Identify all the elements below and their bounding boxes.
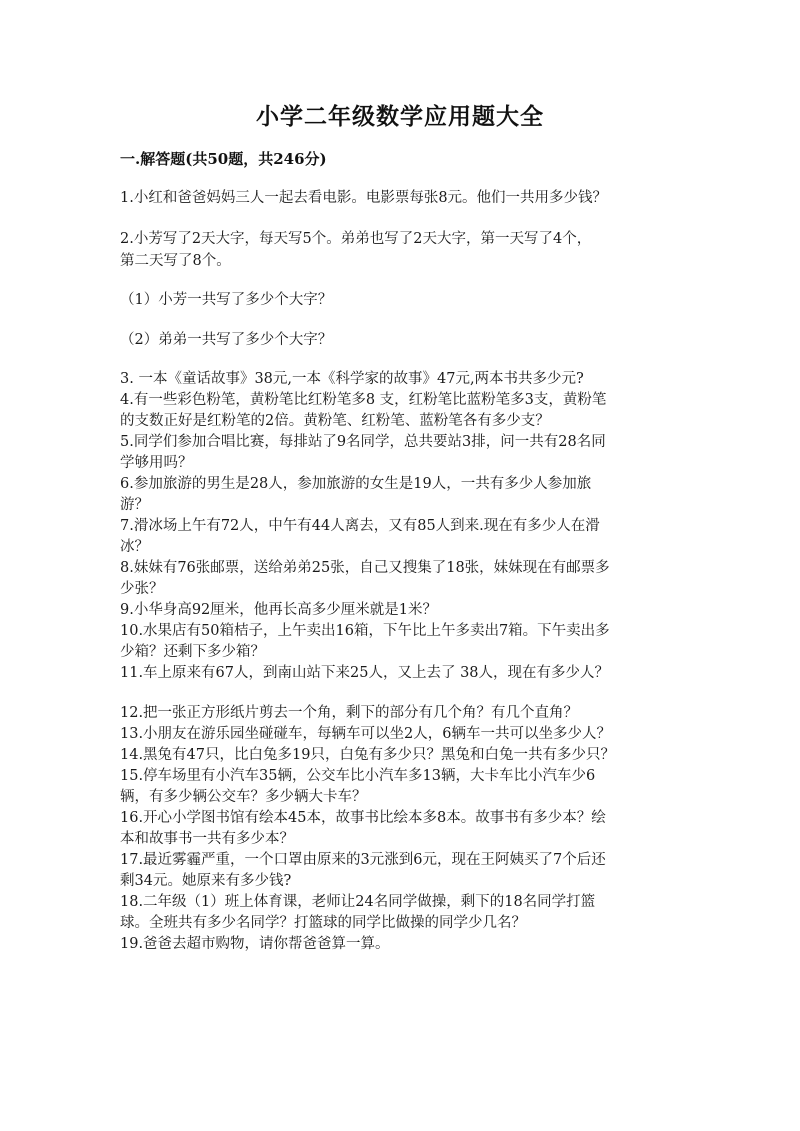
question-line: 9.小华身高92厘米，他再长高多少厘米就是1米？	[120, 602, 438, 618]
question-line: 16.开心小学图书馆有绘本45本，故事书比绘本多8本。故事书有多少本？绘	[120, 810, 606, 826]
question-line: 冰？	[120, 539, 149, 555]
question-line: 2.小芳写了2天大字，每天写5个。弟弟也写了2天大字，第一天写了4个，	[120, 231, 592, 247]
question-line: 8.妹妹有76张邮票，送给弟弟25张，自己又搜集了18张，妹妹现在有邮票多	[120, 560, 610, 576]
question-line: 的支数正好是红粉笔的2倍。黄粉笔、红粉笔、蓝粉笔各有多少支？	[120, 413, 550, 429]
question-line: 18.二年级（1）班上体育课，老师让24名同学做操，剩下的18名同学打篮	[120, 894, 596, 910]
question-line: 游？	[120, 497, 149, 513]
question-line: 10.水果店有50箱桔子，上午卖出16箱，下午比上午多卖出7箱。下午卖出多	[120, 623, 610, 639]
question-line: 第二天写了8个。	[120, 253, 231, 269]
question-line: 少箱？还剩下多少箱？	[120, 644, 265, 660]
question-line: 5.同学们参加合唱比赛，每排站了9名同学，总共要站3排，问一共有28名同	[120, 434, 606, 450]
question-line: 本和故事书一共有多少本？	[120, 831, 294, 847]
question-line: 17.最近雾霾严重，一个口罩由原来的3元涨到6元，现在王阿姨买了7个后还	[120, 852, 606, 868]
section-heading: 一.解答题(共50题，共246分)	[120, 150, 327, 168]
question-line: 学够用吗？	[120, 455, 193, 471]
question-line: 球。全班共有多少名同学？打篮球的同学比做操的同学少几名？	[120, 915, 526, 931]
question-line: 14.黑兔有47只，比白兔多19只，白兔有多少只？黑兔和白兔一共有多少只？	[120, 747, 615, 763]
question-line: 6.参加旅游的男生是28人，参加旅游的女生是19人，一共有多少人参加旅	[120, 476, 592, 492]
question-line: 12.把一张正方形纸片剪去一个角，剩下的部分有几个角？有几个直角？	[120, 705, 579, 721]
sub-question-line: （2）弟弟一共写了多少个大字？	[120, 332, 333, 348]
question-line: 15.停车场里有小汽车35辆，公交车比小汽车多13辆，大卡车比小汽车少6	[120, 768, 596, 784]
question-line: 3. 一本《童话故事》38元,一本《科学家的故事》47元,两本书共多少元?	[120, 371, 584, 387]
question-line: 4.有一些彩色粉笔，黄粉笔比红粉笔多8 支，红粉笔比蓝粉笔多3支，黄粉笔	[120, 392, 607, 408]
question-line: 1.小红和爸爸妈妈三人一起去看电影。电影票每张8元。他们一共用多少钱？	[120, 190, 608, 206]
page-title: 小学二年级数学应用题大全	[256, 103, 544, 130]
question-line: 7.滑冰场上午有72人，中午有44人离去，又有85人到来.现在有多少人在滑	[120, 518, 600, 534]
question-line: 剩34元。她原来有多少钱?	[120, 873, 292, 889]
question-line: 辆，有多少辆公交车？多少辆大卡车？	[120, 789, 367, 805]
question-line: 11.车上原来有67人，到南山站下来25人，又上去了 38人，现在有多少人？	[120, 665, 610, 681]
question-line: 19.爸爸去超市购物，请你帮爸爸算一算。	[120, 936, 390, 952]
question-line: 少张？	[120, 581, 164, 597]
question-line: 13.小朋友在游乐园坐碰碰车，每辆车可以坐2人，6辆车一共可以坐多少人？	[120, 726, 612, 742]
sub-question-line: （1）小芳一共写了多少个大字？	[120, 292, 333, 308]
